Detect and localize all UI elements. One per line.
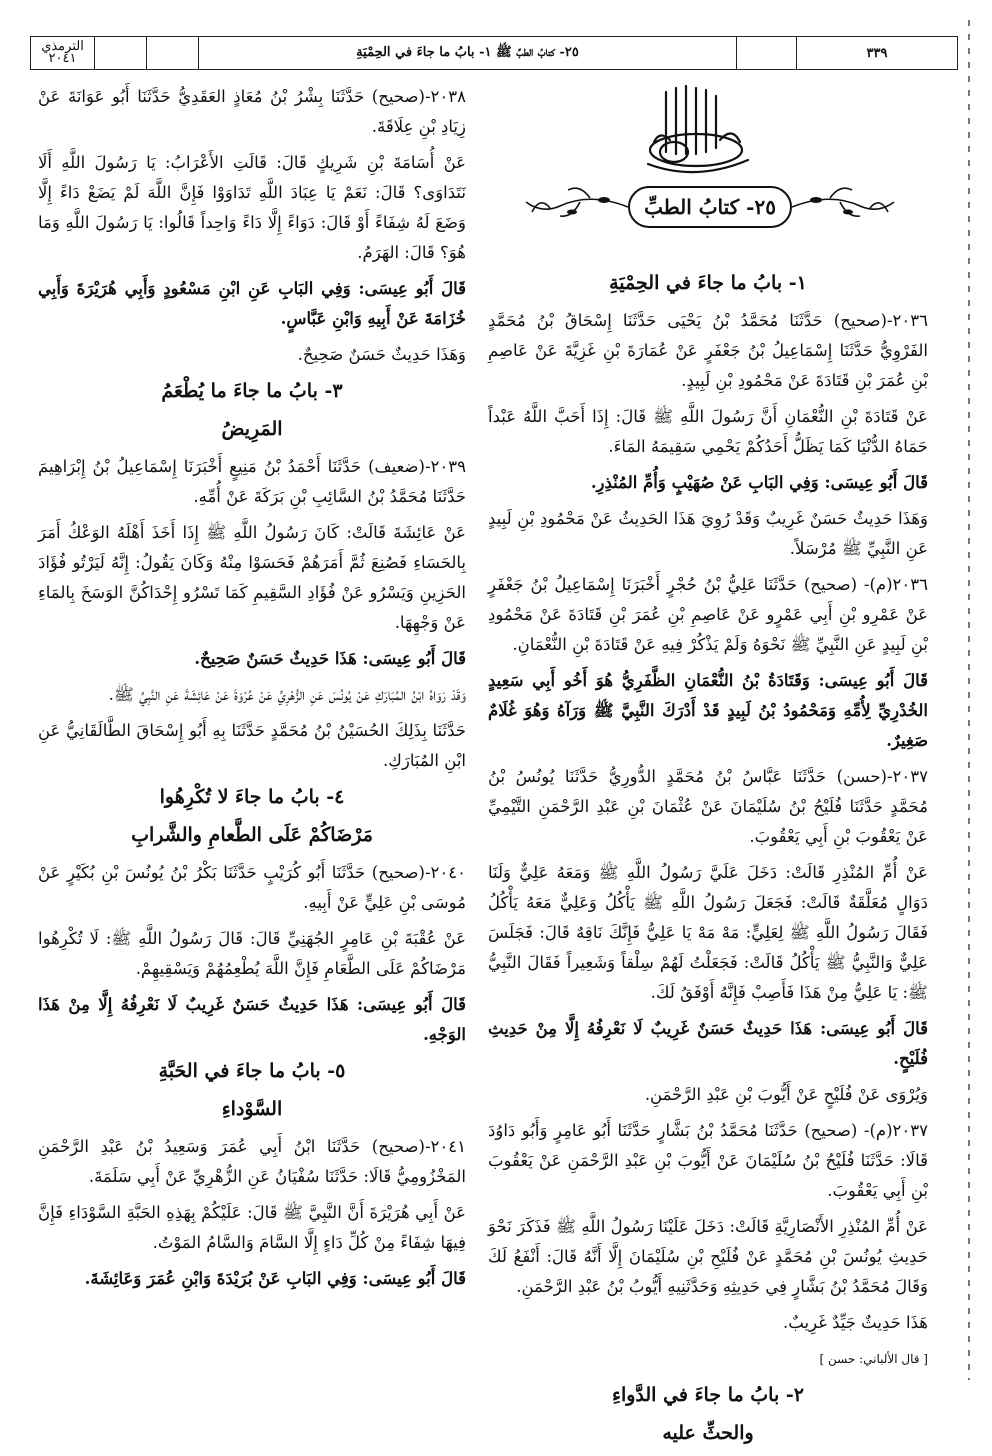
section-heading: مَرْضَاكُمْ عَلَى الطَّعامِ والشَّرابِ: [131, 824, 373, 846]
page-number: ٣٣٩: [866, 45, 888, 61]
scan-edge-line: [968, 20, 970, 1380]
reference-number: ٢٠٤١: [48, 51, 77, 66]
tirmidhi-comment: قَالَ أَبُو عِيسَى: هَذَا حَدِيثٌ حَسَنٌ غَرِيبٌ لَا نَعْرِفُهُ إِلَّا مِنْ حَدِيثِ فُلَيْحٍ.: [488, 1019, 928, 1068]
tirmidhi-comment: قَالَ أَبُو عِيسَى: هَذَا حَدِيثٌ حَسَنٌ غَرِيبٌ لَا نَعْرِفُهُ إِلَّا مِنْ هَذَا الوَجْهِ.: [38, 995, 466, 1044]
albani-note: [ قال الألباني: حسن ]: [819, 1352, 928, 1366]
hadith-isnad: ٢٠٣٩-(ضعيف) حَدَّثَنَا أَحْمَدُ بْنُ مَنِيعٍ أَخْبَرَنَا إِسْمَاعِيلُ بْنُ إِبْرَاهِيمَ حَدَّثَنَا مُحَمَّدُ بْنُ السَّائِبِ بْنِ بَرَكَةَ عَنْ أُمِّهِ.: [38, 457, 466, 506]
hadith-matn: عَنْ أُمِّ المُنْذِرِ الأَنْصَارِيَّةِ قَالَتْ: دَخَلَ عَلَيْنَا رَسُولُ اللَّهِ ﷺ فَذَكَرَ نَحْوَ حَدِيثِ يُونُسَ بْنِ مُحَمَّدٍ عَنْ فُلَيْحِ بْنِ سُلَيْمَانَ إِلَّا أَنَّهُ قَالَ: أَنْفَعُ لَكَ وَقَالَ مُحَمَّدُ بْنُ بَشَّارٍ فِي حَدِيثِهِ وَحَدَّثَنِيهِ أَيُّوبُ بْنُ عَبْدِ الرَّحْمَنِ.: [488, 1217, 928, 1296]
tirmidhi-comment: قَالَ أَبُو عِيسَى: وَفِي البَابِ عَنْ صُهَيْبٍ وَأُمِّ المُنْذِرِ.: [590, 473, 928, 492]
tirmidhi-comment: قَالَ أَبُو عِيسَى: هَذَا حَدِيثٌ حَسَنٌ صَحِيحٌ.: [194, 649, 466, 668]
hadith-isnad: ٢٠٣٦(م)- (صحيح) حَدَّثَنَا عَلِيُّ بْنُ حُجْرٍ أَخْبَرَنَا إِسْمَاعِيلُ بْنُ جَعْفَرٍ عَنْ عَمْرِو بْنِ أَبِي عَمْرٍو عَنْ عَاصِمِ بْنِ عُمَرَ بْنِ قَتَادَةَ عَنْ مَحْمُودِ بْنِ لَبِيدٍ عَنِ النَّبِيِّ ﷺ نَحْوَهُ وَلَمْ يَذْكُرْ فِيهِ عَنْ قَتَادَةَ بْنِ النُّعْمَانِ.: [488, 575, 928, 654]
hadith-matn: عَنْ عَائِشَةَ قَالَتْ: كَانَ رَسُولُ اللَّهِ ﷺ إِذَا أَخَذَ أَهْلَهُ الوَعْكُ أَمَرَ بِالحَسَاءِ فَصُنِعَ ثُمَّ أَمَرَهُمْ فَحَسَوْا مِنْهُ وَكَانَ يَقُولُ: إِنَّهُ لَيَرْتُو فُؤَادَ الحَزِينِ وَيَسْرُو عَنْ فُؤَادِ السَّقِيمِ كَمَا تَسْرُو إِحْدَاكُنَّ الوَسَخَ بِالمَاءِ عَنْ وَجْهِهَا.: [38, 523, 466, 632]
tirmidhi-comment: قَالَ أَبُو عِيسَى: وَقَتَادَةُ بْنُ النُّعْمَانِ الظَّفَرِيُّ هُوَ أَخُو أَبِي سَعِيدٍ الخُدْرِيِّ لِأُمِّهِ وَمَحْمُودُ بْنُ لَبِيدٍ قَدْ أَدْرَكَ النَّبِيَّ ﷺ وَرَآهُ وَهُوَ غُلَامٌ صَغِيرٌ.: [488, 671, 928, 750]
hadith-matn: عَنْ أُمِّ المُنْذِرِ قَالَتْ: دَخَلَ عَلَيَّ رَسُولُ اللَّهِ ﷺ وَمَعَهُ عَلِيٌّ وَلَنَا دَوَالٍ مُعَلَّقَةٌ قَالَتْ: فَجَعَلَ رَسُولُ اللَّهِ ﷺ يَأْكُلُ وَعَلِيٌّ مَعَهُ يَأْكُلُ فَقَالَ رَسُولُ اللَّهِ ﷺ لِعَلِيٍّ: مَهْ مَهْ يَا عَلِيُّ فَإِنَّكَ نَاقِهٌ قَالَ: فَجَلَسَ عَلِيٌّ وَالنَّبِيُّ ﷺ يَأْكُلُ قَالَتْ: فَجَعَلْتُ لَهُمْ سِلْقاً وَشَعِيراً فَقَالَ النَّبِيُّ ﷺ: يَا عَلِيُّ مِنْ هَذَا فَأَصِبْ فَإِنَّهُ أَوْفَقُ لَكَ.: [488, 863, 928, 1002]
hadith-grading: هَذَا حَدِيثٌ جَيِّدٌ غَرِيبٌ.: [783, 1313, 928, 1332]
book-title-ornament: [520, 172, 900, 242]
header-blank-cell: [95, 37, 147, 69]
tirmidhi-comment: قَالَ أَبُو عِيسَى: وَفِي البَابِ عَنْ بُرَيْدَةَ وَابْنِ عُمَرَ وَعَائِشَةَ.: [84, 1269, 466, 1288]
basmala-calligraphy: [636, 82, 760, 180]
hadith-grading: وَهَذَا حَدِيثٌ حَسَنٌ صَحِيحٌ.: [297, 345, 466, 364]
header-blank-cell: [737, 37, 797, 69]
section-heading: ٢- بابُ ما جاءَ في الدَّواءِ: [612, 1384, 804, 1406]
hadith-isnad: ٢٠٣٦-(صحيح) حَدَّثَنَا مُحَمَّدُ بْنُ يَحْيَى حَدَّثَنَا إِسْحَاقُ بْنُ مُحَمَّدٍ الفَرْوِيُّ حَدَّثَنَا إِسْمَاعِيلُ بْنُ جَعْفَرٍ عَنْ عُمَارَةَ بْنِ غَزِيَّةَ عَنْ عَاصِمِ بْنِ عُمَرَ بْنِ قَتَادَةَ عَنْ مَحْمُودِ بْنِ لَبِيدٍ.: [488, 311, 928, 390]
hadith-isnad: ٢٠٣٧(م)- (صحيح) حَدَّثَنَا مُحَمَّدُ بْنُ بَشَّارٍ حَدَّثَنَا أَبُو عَامِرٍ وَأَبُو دَاوُدَ قَالَا: حَدَّثَنَا فُلَيْحُ بْنُ سُلَيْمَانَ عَنْ أَيُّوبَ بْنِ عَبْدِ الرَّحْمَنِ عَنْ يَعْقُوبَ بْنِ أَبِي يَعْقُوبَ.: [488, 1121, 928, 1200]
left-column: [38, 82, 466, 1300]
hadith-isnad: ٢٠٤٠-(صحيح) حَدَّثَنَا أَبُو كُرَيْبٍ حَدَّثَنَا بَكْرُ بْنُ يُونُسَ بْنِ بُكَيْرٍ عَنْ مُوسَى بْنِ عَلِيٍّ عَنْ أَبِيهِ.: [38, 863, 466, 912]
hadith-matn: عَنْ أُسَامَةَ بْنِ شَرِيكٍ قَالَ: قَالَتِ الأَعْرَابُ: يَا رَسُولَ اللَّهِ أَلَا نَتَدَاوَى؟ قَالَ: نَعَمْ يَا عِبَادَ اللَّهِ تَدَاوَوْا فَإِنَّ اللَّهَ لَمْ يَضَعْ دَاءً إِلَّا وَضَعَ لَهُ شِفَاءً أَوْ قَالَ: دَوَاءً إِلَّا دَاءً وَاحِداً قَالُوا: يَا رَسُولَ اللَّهِ وَمَا هُوَ؟ قَالَ: الهَرَمُ.: [38, 153, 466, 262]
hadith-isnad: ٢٠٣٨-(صحيح) حَدَّثَنَا بِشْرُ بْنُ مُعَاذٍ العَقَدِيُّ حَدَّثَنَا أَبُو عَوَانَةَ عَنْ زِيَادِ بْنِ عِلَاقَةَ.: [38, 87, 466, 136]
hadith-matn: عَنْ أَبِي هُرَيْرَةَ أَنَّ النَّبِيَّ ﷺ قَالَ: عَلَيْكُمْ بِهَذِهِ الحَبَّةِ السَّوْدَاءِ فَإِنَّ فِيهَا شِفَاءً مِنْ كُلِّ دَاءٍ إِلَّا السَّامَ وَالسَّامُ المَوْتُ.: [38, 1203, 466, 1252]
running-title: ٢٥- كتابُ الطبِّ ﷺ ١- بابُ ما جاءَ في الحِمْيَةِ: [199, 37, 737, 69]
page-header: [30, 36, 958, 70]
hadith-note: وَيُرْوَى عَنْ فُلَيْحٍ عَنْ أَيُّوبَ بْنِ عَبْدِ الرَّحْمَنِ.: [644, 1085, 928, 1104]
section-heading: والحثِّ عليه: [662, 1422, 754, 1444]
hadith-note: وَقَدْ رَوَاهُ ابْنُ المُبَارَكِ عَنْ يُونُسَ عَنِ الزُّهْرِيِّ عَنْ عُرْوَةَ عَنْ عَائِشَةَ عَنِ النَّبِيِّ ﷺ.: [108, 685, 466, 704]
hadith-grading: وَهَذَا حَدِيثٌ حَسَنٌ غَرِيبٌ وَقَدْ رُوِيَ هَذَا الحَدِيثُ عَنْ مَحْمُودِ بْنِ لَبِيدٍ عَنِ النَّبِيِّ ﷺ مُرْسَلاً.: [488, 509, 928, 558]
reference-label: الترمذي: [41, 39, 84, 54]
hadith-matn: عَنْ قَتَادَةَ بْنِ النُّعْمَانِ أَنَّ رَسُولَ اللَّهِ ﷺ قَالَ: إِذَا أَحَبَّ اللَّهُ عَبْداً حَمَاهُ الدُّنْيَا كَمَا يَظَلُّ أَحَدُكُمْ يَحْمِي سَقِيمَهُ المَاءَ.: [488, 407, 928, 456]
hadith-matn: عَنْ عُقْبَةَ بْنِ عَامِرٍ الجُهَنِيِّ قَالَ: قَالَ رَسُولُ اللَّهِ ﷺ: لَا تُكْرِهُوا مَرْضَاكُمْ عَلَى الطَّعَامِ فَإِنَّ اللَّهَ يُطْعِمُهُمْ وَيَسْقِيهِمْ.: [38, 929, 466, 978]
tirmidhi-comment: قَالَ أَبُو عِيسَى: وَفِي البَابِ عَنِ ابْنِ مَسْعُودٍ وَأَبِي هُرَيْرَةَ وَأَبِي خُزَامَةَ عَنْ أَبِيهِ وَابْنِ عَبَّاسٍ.: [38, 279, 466, 328]
section-heading: السَّوْداءِ: [221, 1098, 283, 1120]
section-heading: ١- بابُ ما جاءَ في الحِمْيَةِ: [609, 272, 807, 294]
hadith-isnad: ٢٠٣٧-(حسن) حَدَّثَنَا عَبَّاسُ بْنُ مُحَمَّدٍ الدُّورِيُّ حَدَّثَنَا يُونُسُ بْنُ مُحَمَّدٍ حَدَّثَنَا فُلَيْحُ بْنُ سُلَيْمَانَ عَنْ عُثْمَانَ بْنِ عَبْدِ الرَّحْمَنِ التَّيْمِيِّ عَنْ يَعْقُوبَ بْنِ أَبِي يَعْقُوبَ.: [488, 767, 928, 846]
section-heading: ٥- بابُ ما جاءَ في الحَبَّةِ: [158, 1060, 346, 1082]
book-title: ٢٥- كتابُ الطبِّ: [628, 186, 792, 228]
hadith-reference: [31, 37, 95, 69]
section-heading: ٣- بابُ ما جاءَ ما يُطْعَمُ: [161, 380, 343, 402]
right-column: [488, 262, 928, 1456]
header-blank-cell: [147, 37, 199, 69]
section-heading: ٤- بابُ ما جاءَ لا تُكْرِهُوا: [159, 786, 345, 808]
section-heading: المَرِيضُ: [221, 418, 283, 440]
hadith-note: حَدَّثَنَا بِذَلِكَ الحُسَيْنُ بْنُ مُحَمَّدٍ حَدَّثَنَا بِهِ أَبُو إِسْحَاقَ الطَّالَقَانِيُّ عَنِ ابْنِ المُبَارَكِ.: [38, 721, 466, 770]
hadith-isnad: ٢٠٤١-(صحيح) حَدَّثَنَا ابْنُ أَبِي عُمَرَ وَسَعِيدُ بْنُ عَبْدِ الرَّحْمَنِ المَخْزُومِيُّ قَالَا: حَدَّثَنَا سُفْيَانُ عَنِ الزُّهْرِيِّ عَنْ أَبِي سَلَمَةَ.: [38, 1137, 466, 1186]
